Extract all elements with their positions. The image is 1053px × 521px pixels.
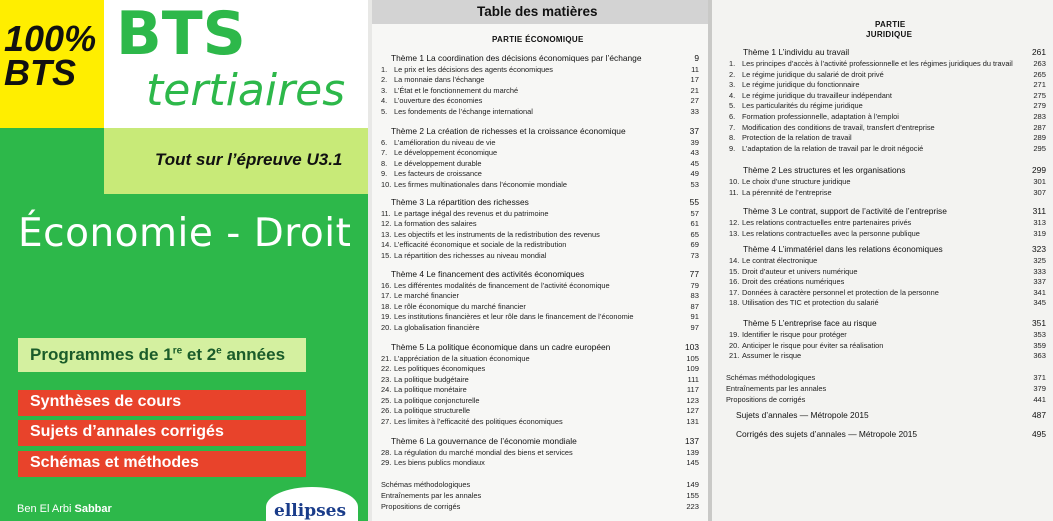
toc-entry-page: 263	[1033, 59, 1046, 68]
brand-title: BTS	[116, 0, 246, 69]
part-title: PARTIE ÉCONOMIQUE	[492, 35, 584, 44]
programmes-box	[18, 338, 306, 372]
badge-line2: BTS	[4, 52, 76, 93]
toc-entry-page: 79	[690, 281, 699, 290]
theme-title: Thème 2 La création de richesses et la croissance économique	[391, 126, 626, 136]
toc-entry-page: 341	[1033, 287, 1046, 297]
toc-entry	[381, 240, 566, 249]
toc-entry-title: La répartition des richesses au niveau mondial	[394, 250, 547, 260]
theme-title: Thème 5 La politique économique dans un cadre européen	[391, 342, 611, 352]
toc-entry-title: L’adaptation de la relation de travail par le droit négocié	[742, 143, 924, 153]
toc-entry	[729, 288, 939, 297]
theme-title: Thème 5 L’entreprise face au risque	[743, 318, 877, 328]
annex-entry: Entraînements par les annales	[381, 491, 482, 500]
theme-page: 261	[1032, 47, 1046, 57]
toc-entry-title: Les firmes multinationales dans l’économie mondiale	[394, 179, 567, 189]
toc-entry-number: 4.	[729, 90, 736, 100]
toc-entry	[729, 341, 883, 350]
toc-entry-number: 17.	[729, 287, 740, 297]
toc-entry-title: Le marché financier	[394, 291, 459, 301]
toc-entry	[381, 251, 546, 260]
theme-title: Thème 1 La coordination des décisions économiques par l’échange	[391, 53, 642, 63]
toc-entry-page: 53	[690, 179, 699, 189]
toc-entry	[381, 148, 497, 157]
toc-entry-page: 87	[690, 301, 699, 311]
toc-entry	[381, 107, 533, 116]
toc-entry	[729, 218, 911, 227]
toc-entry-number: 11.	[729, 187, 739, 197]
toc-entry-title: La politique monétaire	[394, 385, 467, 395]
annex-page: 223	[686, 502, 699, 511]
toc-entry-page: 111	[687, 374, 699, 384]
toc-entry-page: 117	[686, 385, 699, 395]
toc-entry-number: 9.	[381, 169, 388, 179]
toc-entry-page: 279	[1033, 101, 1046, 111]
toc-entry-number: 6.	[381, 138, 388, 147]
toc-entry	[729, 133, 852, 142]
theme-page: 77	[689, 269, 699, 279]
toc-entry	[381, 138, 495, 147]
toc-entry-page: 105	[686, 354, 699, 363]
toc-entry-title: Les facteurs de croissance	[394, 169, 482, 179]
toc-entry-title: Le partage inégal des revenus et du patrimoine	[394, 209, 549, 218]
toc-entry	[729, 298, 879, 307]
theme-title: Thème 3 La répartition des richesses	[391, 197, 529, 207]
toc-entry	[729, 277, 844, 286]
toc-entry-page: 265	[1033, 69, 1046, 79]
toc-entry-page: 131	[686, 416, 699, 426]
toc-entry-title: La monnaie dans l’échange	[394, 75, 485, 85]
toc-entry-number: 19.	[381, 312, 392, 322]
toc-entry-title: Assumer le risque	[742, 351, 802, 361]
toc-entry-title: Le rôle économique du marché financier	[394, 301, 526, 311]
toc-entry-number: 11.	[381, 209, 391, 218]
toc-entry	[381, 159, 482, 168]
feature-bar: Synthèses de cours	[18, 390, 306, 416]
toc-entry-title: L’appréciation de la situation économique	[394, 354, 530, 363]
theme-page: 9	[694, 53, 699, 63]
toc-entry-number: 8.	[381, 158, 388, 168]
toc-entry-page: 65	[690, 229, 699, 239]
toc-entry-title: Droit des créations numériques	[742, 277, 845, 287]
toc-page-economique	[372, 0, 709, 521]
feature-bar: Sujets d’annales corrigés	[18, 420, 306, 446]
toc-entry-title: L’ouverture des économies	[394, 96, 483, 106]
toc-entry-page: 27	[690, 96, 699, 106]
toc-entry-title: Les objectifs et les instruments de la redistribution des revenus	[394, 229, 600, 239]
toc-entry-title: La politique budgétaire	[394, 374, 469, 384]
toc-entry	[381, 302, 526, 311]
toc-entry	[729, 351, 801, 360]
toc-entry	[381, 354, 530, 363]
toc-entry-title: La formation des salaires	[394, 219, 477, 229]
toc-entry-number: 19.	[729, 330, 740, 339]
toc-entry-number: 24.	[381, 385, 392, 395]
toc-entry	[381, 448, 573, 457]
toc-entry	[729, 123, 935, 132]
toc-entry-title: L’État et le fonctionnement du marché	[394, 85, 519, 95]
toc-entry-page: 295	[1033, 143, 1046, 153]
toc-entry-page: 97	[690, 322, 699, 332]
annex-entry: Schémas méthodologiques	[726, 373, 816, 382]
toc-entry-page: 17	[690, 75, 699, 85]
toc-entry-number: 27.	[381, 416, 392, 426]
toc-entry-number: 10.	[381, 179, 392, 189]
toc-entry-page: 83	[690, 291, 699, 301]
theme-page: 103	[685, 342, 699, 352]
toc-entry-number: 3.	[381, 85, 388, 95]
theme-page: 137	[685, 436, 699, 446]
annales-entry: Sujets d’annales — Métropole 2015	[736, 410, 869, 420]
toc-entry-number: 3.	[729, 80, 736, 90]
toc-entry-page: 61	[690, 219, 699, 229]
toc-entry	[381, 180, 567, 189]
toc-entry-page: 289	[1033, 133, 1046, 143]
toc-entry-number: 15.	[381, 250, 392, 260]
toc-entry-number: 1.	[729, 59, 736, 68]
toc-entry-number: 6.	[729, 112, 736, 121]
toc-entry	[381, 230, 600, 239]
toc-entry-number: 4.	[381, 96, 388, 106]
toc-entry-page: 39	[690, 138, 699, 147]
toc-entry	[381, 291, 459, 300]
toc-entry-title: Les relations contractuelles avec la personne publique	[742, 228, 920, 238]
toc-entry-title: Les particularités du régime juridique	[742, 101, 863, 111]
theme-page: 55	[689, 197, 699, 207]
programmes-label: Programmes de 1re et 2e années	[30, 345, 286, 364]
toc-entry-number: 1.	[381, 65, 388, 74]
theme-page: 311	[1032, 206, 1046, 216]
toc-entry-page: 333	[1033, 266, 1046, 276]
toc-entry-number: 2.	[381, 75, 388, 85]
toc-entry-page: 301	[1033, 177, 1046, 186]
toc-entry-number: 28.	[381, 448, 392, 457]
toc-entry-title: Les différentes modalités de financement de l’activité économique	[394, 281, 610, 290]
toc-entry-title: La régulation du marché mondial des biens et services	[394, 448, 573, 457]
toc-entry-title: Le régime juridique du salarié de droit privé	[742, 69, 884, 79]
toc-entry-number: 18.	[381, 301, 392, 311]
theme-title: Thème 4 Le financement des activités économiques	[391, 269, 585, 279]
annex-page: 379	[1033, 384, 1046, 393]
toc-entry-number: 18.	[729, 298, 740, 308]
toc-entry-page: 45	[690, 158, 699, 168]
toc-entry-title: Les relations contractuelles entre partenaires privés	[742, 218, 912, 227]
toc-entry-title: Les limites à l’efficacité des politiques économiques	[394, 416, 563, 426]
toc-entry-title: La globalisation financière	[394, 322, 480, 332]
toc-entry-number: 16.	[381, 281, 392, 290]
toc-entry-number: 5.	[729, 101, 736, 111]
toc-entry-title: L’efficacité économique et sociale de la redistribution	[394, 240, 567, 250]
toc-entry	[381, 396, 479, 405]
toc-entry-title: Le régime juridique du travailleur indépendant	[742, 90, 892, 100]
toc-entry	[381, 281, 610, 290]
toc-entry	[381, 364, 485, 373]
toc-entry-page: 11	[691, 65, 699, 74]
toc-entry-page: 123	[686, 395, 699, 405]
toc-entry-page: 363	[1033, 351, 1046, 361]
toc-entry-title: La politique structurelle	[394, 406, 471, 416]
toc-entry-page: 33	[690, 106, 699, 116]
toc-entry-number: 7.	[729, 122, 736, 132]
theme-title: Thème 3 Le contrat, support de l’activité de l’entreprise	[743, 206, 947, 216]
toc-entry-number: 8.	[729, 133, 736, 143]
book-cover	[0, 0, 368, 521]
toc-entry-page: 307	[1033, 187, 1046, 197]
toc-entry-number: 12.	[381, 219, 392, 229]
toc-entry	[381, 75, 484, 84]
toc-entry-title: Utilisation des TIC et protection du salarié	[742, 298, 879, 308]
epreuve-label: Tout sur l’épreuve U3.1	[155, 150, 343, 169]
toc-entry-number: 15.	[729, 266, 740, 276]
annex-page: 155	[686, 491, 699, 500]
part-title-line2: JURIDIQUE	[866, 30, 913, 39]
toc-entry-title: La pérennité de l’entreprise	[742, 187, 832, 197]
theme-title: Thème 2 Les structures et les organisations	[743, 165, 906, 175]
toc-entry-page: 127	[686, 406, 699, 416]
toc-entry-page: 283	[1033, 112, 1046, 121]
book-title: Économie - Droit	[18, 211, 352, 256]
toc-entry-number: 10.	[729, 177, 740, 186]
toc-entry-number: 13.	[729, 228, 740, 238]
toc-entry	[729, 330, 847, 339]
toc-entry-page: 49	[690, 169, 699, 179]
toc-entry	[729, 188, 832, 197]
author-name: Ben El Arbi Sabbar	[17, 503, 112, 515]
toc-entry	[729, 229, 920, 238]
annex-entry: Schémas méthodologiques	[381, 480, 471, 489]
annales-page: 487	[1032, 410, 1046, 420]
theme-page: 299	[1032, 165, 1046, 175]
toc-entry	[729, 59, 1013, 68]
toc-entry-number: 20.	[729, 340, 740, 350]
theme-page: 351	[1032, 318, 1046, 328]
annales-entry: Corrigés des sujets d’annales — Métropole 2015	[736, 429, 918, 439]
toc-entry-number: 22.	[381, 364, 392, 374]
toc-entry	[381, 209, 549, 218]
toc-entry	[381, 406, 470, 415]
theme-title: Thème 6 La gouvernance de l’économie mondiale	[391, 436, 577, 446]
toc-entry-title: Anticiper le risque pour éviter sa réalisation	[742, 340, 884, 350]
theme-page: 37	[689, 126, 699, 136]
toc-entry-number: 29.	[381, 458, 392, 468]
toc-entry-page: 337	[1033, 277, 1046, 287]
annex-page: 149	[686, 480, 699, 489]
toc-entry-number: 13.	[381, 229, 392, 239]
toc-entry-number: 14.	[381, 240, 392, 250]
toc-entry-page: 353	[1033, 330, 1046, 339]
toc-entry-title: Le contrat électronique	[742, 256, 818, 265]
toc-entry-page: 69	[690, 240, 699, 250]
toc-entry-number: 26.	[381, 406, 392, 416]
annex-entry: Entraînements par les annales	[726, 384, 827, 393]
annex-page: 371	[1033, 373, 1046, 382]
toc-entry-page: 139	[686, 448, 699, 457]
toc-entry-title: Protection de la relation de travail	[742, 133, 852, 143]
publisher-logo: ellipses	[266, 487, 358, 521]
part-title-line1: PARTIE	[875, 20, 906, 29]
toc-entry-page: 359	[1033, 340, 1046, 350]
toc-entry-page: 345	[1033, 298, 1046, 308]
toc-entry	[381, 65, 553, 74]
toc-entry	[381, 169, 482, 178]
toc-entry-title: Les principes d’accès à l’activité professionnelle et les régimes juridiques du travail	[742, 59, 1013, 68]
toc-entry	[381, 458, 485, 467]
toc-page-juridique	[712, 0, 1053, 521]
toc-entry-number: 25.	[381, 395, 392, 405]
toc-entry-number: 5.	[381, 106, 388, 116]
toc-entry	[381, 312, 634, 321]
toc-entry-page: 287	[1033, 122, 1046, 132]
toc-entry	[729, 267, 857, 276]
toc-entry-title: Données à caractère personnel et protection de la personne	[742, 287, 939, 297]
toc-entry	[381, 375, 469, 384]
toc-entry-page: 57	[690, 209, 699, 218]
annex-entry: Propositions de corrigés	[726, 395, 806, 404]
toc-entry-number: 7.	[381, 148, 388, 158]
toc-entry	[381, 219, 477, 228]
toc-entry-page: 21	[690, 85, 699, 95]
toc-entry-title: Identifier le risque pour protéger	[742, 330, 847, 339]
theme-title: Thème 4 L’immatériel dans les relations économiques	[743, 244, 943, 254]
toc-entry-number: 17.	[381, 291, 392, 301]
toc-entry-title: Le prix et les décisions des agents économiques	[394, 65, 553, 74]
toc-entry	[381, 86, 518, 95]
toc-header: Table des matières	[372, 0, 709, 24]
toc-entry-title: Formation professionnelle, adaptation à l’emploi	[742, 112, 899, 121]
toc-entry-title: L’amélioration du niveau de vie	[394, 138, 496, 147]
toc-entry	[729, 112, 899, 121]
toc-entry-title: Le développement durable	[394, 158, 482, 168]
toc-entry-number: 12.	[729, 218, 740, 227]
toc-entry-page: 313	[1033, 218, 1046, 227]
toc-entry-page: 319	[1033, 228, 1046, 238]
toc-entry-page: 325	[1033, 256, 1046, 265]
toc-entry	[381, 96, 482, 105]
toc-entry	[729, 70, 884, 79]
toc-entry-page: 43	[690, 148, 699, 158]
toc-entry-title: Le régime juridique du fonctionnaire	[742, 80, 860, 90]
toc-entry-number: 21.	[381, 354, 392, 363]
toc-entry-page: 73	[690, 250, 699, 260]
toc-entry	[381, 417, 563, 426]
feature-bar: Schémas et méthodes	[18, 451, 306, 477]
toc-entry	[729, 91, 892, 100]
toc-entry-title: Le développement économique	[394, 148, 498, 158]
toc-entry	[381, 385, 467, 394]
toc-entry-number: 16.	[729, 277, 740, 287]
toc-entry-title: Les politiques économiques	[394, 364, 486, 374]
toc-entry-title: Les fondements de l’échange international	[394, 106, 533, 116]
toc-entry	[729, 80, 860, 89]
toc-entry-number: 9.	[729, 143, 736, 153]
toc-entry-page: 145	[686, 458, 699, 468]
toc-entry-page: 271	[1033, 80, 1046, 90]
toc-entry	[729, 144, 923, 153]
toc-entry-number: 20.	[381, 322, 392, 332]
toc-entry	[381, 323, 479, 332]
toc-entry-title: Les biens publics mondiaux	[394, 458, 485, 468]
theme-page: 323	[1032, 244, 1046, 254]
toc-entry-page: 91	[690, 312, 699, 322]
toc-entry-title: Les institutions financières et leur rôle dans le financement de l’économie	[394, 312, 634, 322]
toc-entry-title: Le choix d’une structure juridique	[742, 177, 851, 186]
toc-entry-number: 2.	[729, 69, 736, 79]
toc-entry-number: 21.	[729, 351, 740, 361]
badge-100-bts	[0, 0, 104, 128]
toc-entry-page: 109	[686, 364, 699, 374]
annex-entry: Propositions de corrigés	[381, 502, 461, 511]
toc-entry-title: La politique conjoncturelle	[394, 395, 480, 405]
toc-entry	[729, 256, 817, 265]
toc-entry-number: 14.	[729, 256, 740, 265]
toc-entry-title: Droit d’auteur et univers numérique	[742, 266, 858, 276]
annales-page: 495	[1032, 429, 1046, 439]
theme-title: Thème 1 L’individu au travail	[743, 47, 850, 57]
brand-subtitle: tertiaires	[146, 65, 346, 116]
toc-entry-number: 23.	[381, 374, 392, 384]
toc-entry-page: 275	[1033, 90, 1046, 100]
toc-entry-title: Modification des conditions de travail, transfert d’entreprise	[742, 122, 935, 132]
annex-page: 441	[1033, 395, 1046, 404]
toc-entry	[729, 101, 863, 110]
toc-entry	[729, 177, 850, 186]
badge-line1: 100%	[4, 18, 97, 59]
